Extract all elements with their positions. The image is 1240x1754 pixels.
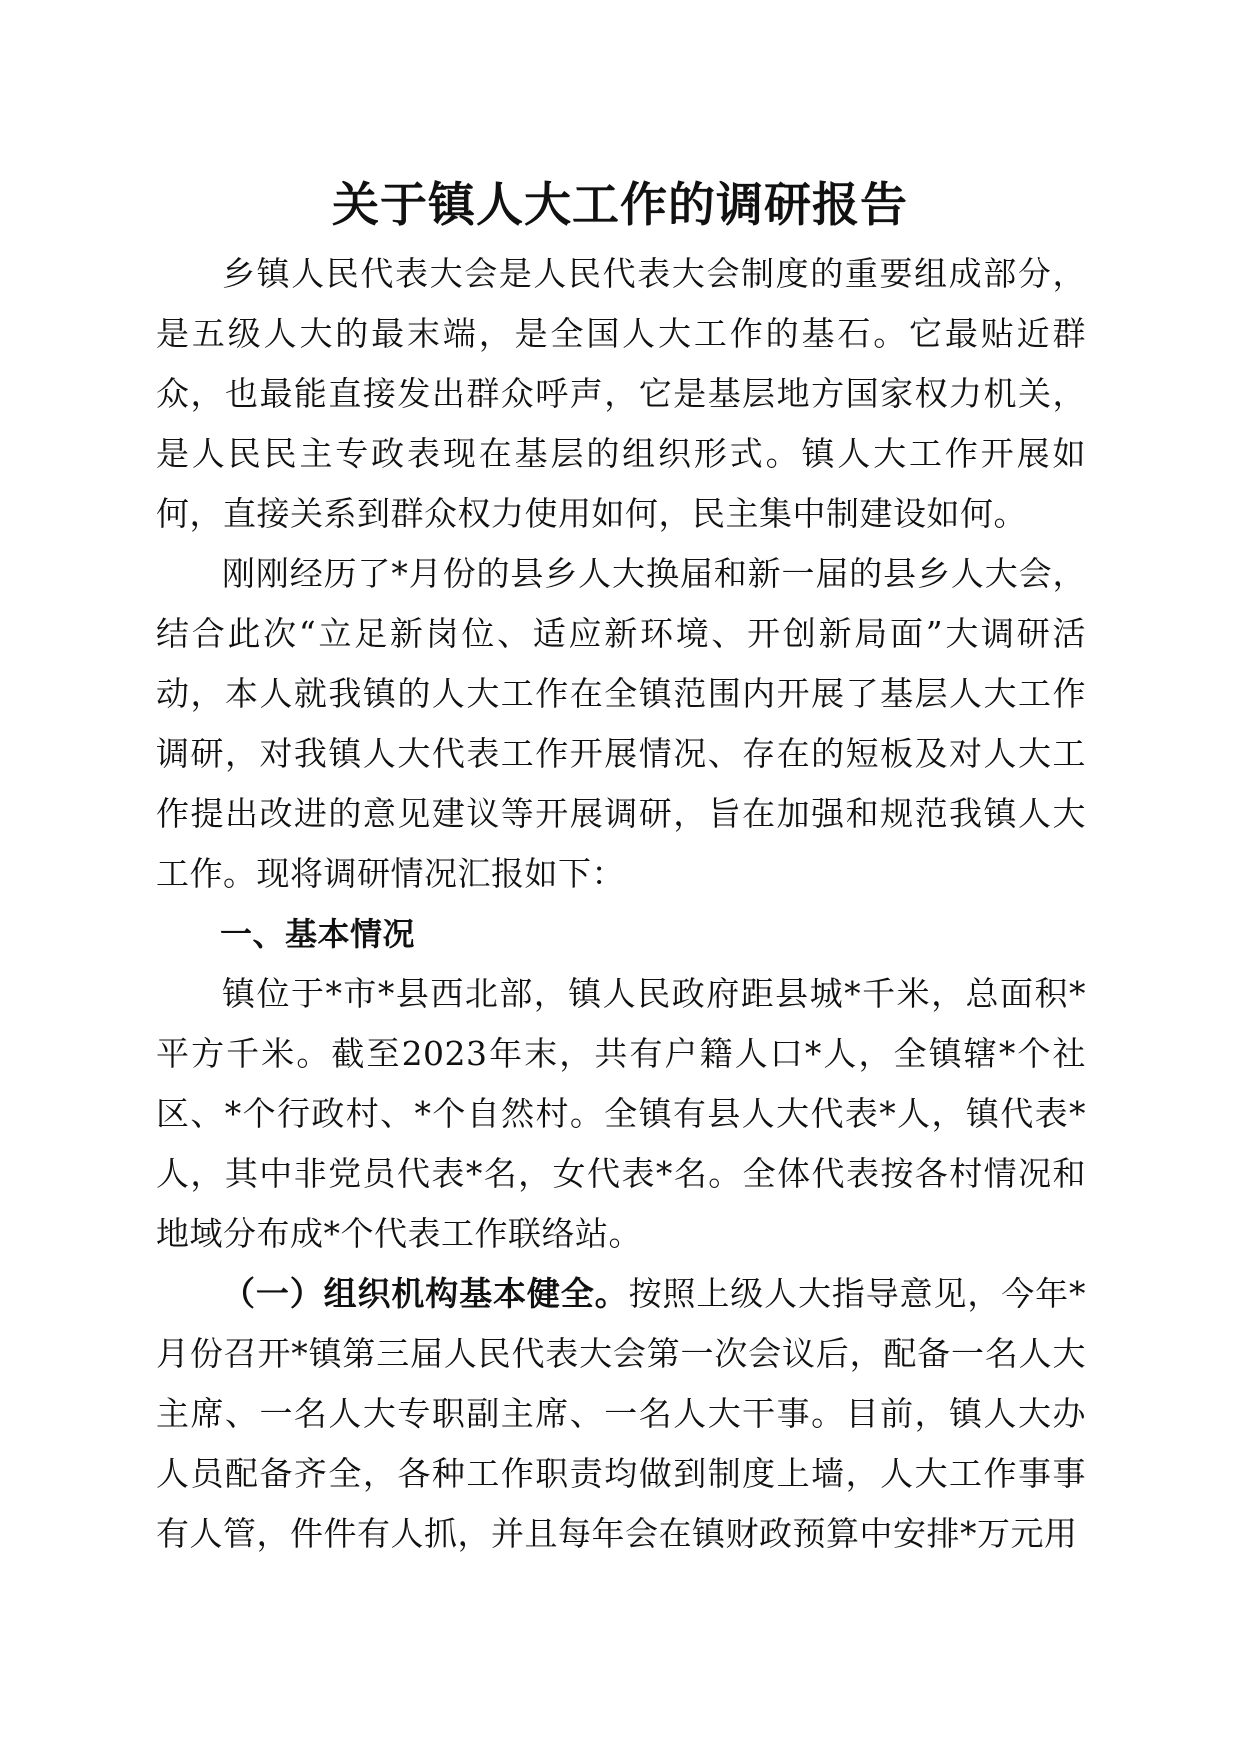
section-heading-basic-situation: 一、基本情况 <box>220 915 416 953</box>
paragraph-organization-body: 按照上级人大指导意见，今年*月份召开*镇第三届人民代表大会第一次会议后，配备一名人大主席、一名人大专职副主席、一名人大干事。目前，镇人大办人员配备齐全，各种工作职责均做到制度上墙，人大工作事事有人管，件件有人抓，并且每年会在镇财政预算中安排*万元用 <box>156 1274 1087 1553</box>
paragraph-basic-situation: 镇位于*市*县西北部，镇人民政府距县城*千米，总面积*平方千米。截至2023年末，共有户籍人口*人，全镇辖*个社区、*个行政村、*个自然村。全镇有县人大代表*人，镇代表*人，其中非党员代表*名，女代表*名。全体代表按各村情况和地域分布成*个代表工作联络站。 <box>156 974 1086 1253</box>
document-title: 关于镇人大工作的调研报告 <box>332 178 908 233</box>
paragraph-background: 刚刚经历了*月份的县乡人大换届和新一届的县乡人大会，结合此次“立足新岗位、适应新环境、开创新局面”大调研活动，本人就我镇的人大工作在全镇范围内开展了基层人大工作调研，对我镇人大代表工作开展情况、存在的短板及对人大工作提出改进的意见建议等开展调研，旨在加强和规范我镇人大工作。现将调研情况汇报如下： <box>156 554 1086 893</box>
document-body <box>156 244 1086 1564</box>
paragraph-organization <box>156 1264 1086 1564</box>
paragraph-intro: 乡镇人民代表大会是人民代表大会制度的重要组成部分，是五级人大的最末端，是全国人大工作的基石。它最贴近群众，也最能直接发出群众呼声，它是基层地方国家权力机关，是人民民主专政表现在基层的组织形式。镇人大工作开展如何，直接关系到群众权力使用如何，民主集中制建设如何。 <box>156 254 1086 533</box>
subheading-organization: （一）组织机构基本健全。 <box>222 1274 629 1313</box>
